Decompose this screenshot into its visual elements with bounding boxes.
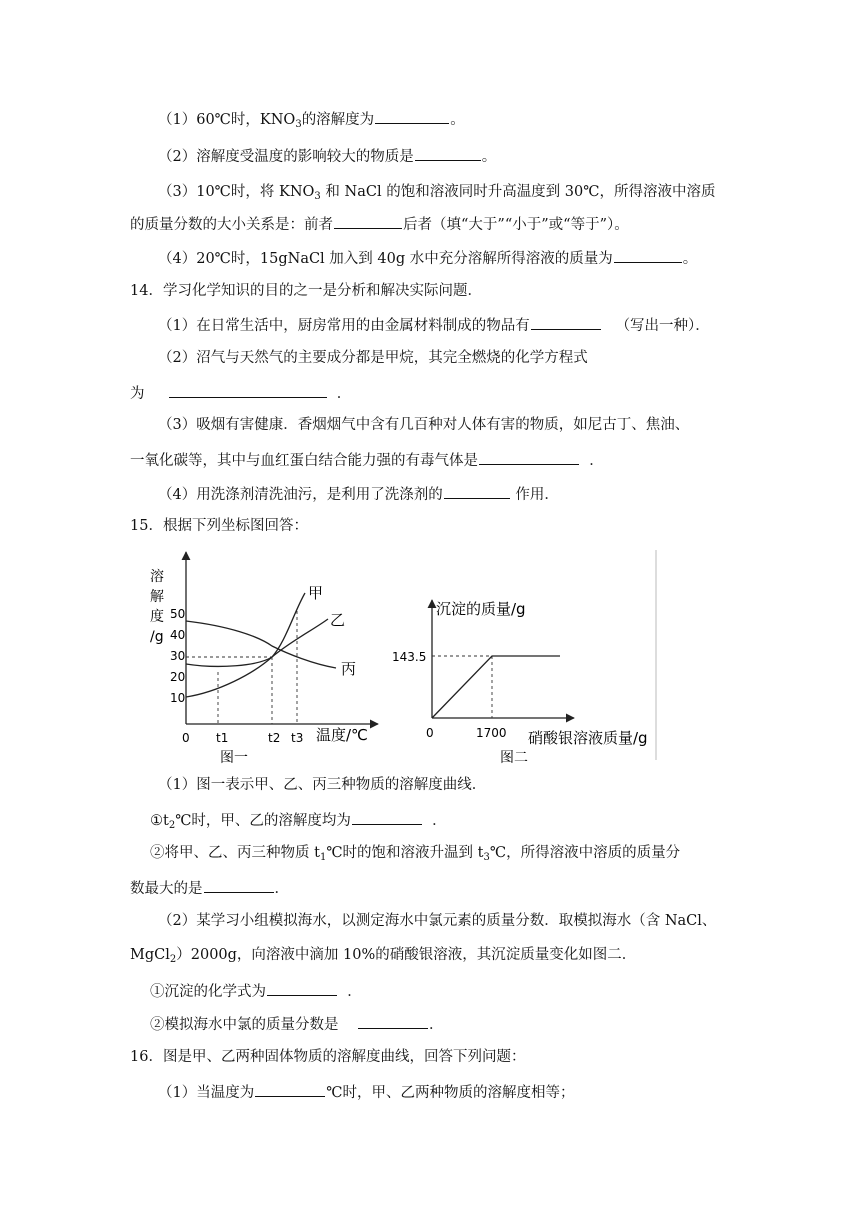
fig2-origin: 0	[426, 726, 434, 740]
fig1-origin: 0	[182, 731, 190, 745]
fig1-ylabel-3: 度	[150, 609, 164, 625]
q15-part2: （2）某学习小组模拟海水，以测定海水中氯元素的质量分数．取模拟海水（含 NaCl、	[158, 913, 717, 929]
q13-part1: （1）60℃时，$KNO_3$的溶解度为 。	[158, 108, 465, 130]
fig2-xvalue: 1700	[476, 726, 507, 740]
fig1-ytick-10: 10	[170, 691, 186, 705]
answer-blank[interactable]	[415, 145, 481, 161]
q14-part1: （1）在日常生活中，厨房常用的由金属材料制成的物品有 （写出一种）．	[158, 314, 710, 336]
answer-blank[interactable]	[444, 483, 510, 499]
fig1-xtick-t1: t1	[216, 731, 229, 745]
q14-part3-cont: 一氧化碳等，其中与血红蛋白结合能力强的有毒气体是 ．	[130, 449, 604, 471]
fig1-xtick-t3: t3	[291, 731, 304, 745]
answer-blank[interactable]	[531, 314, 601, 330]
q14-part4: （4）用洗涤剂清洗油污，是利用了洗涤剂的 作用．	[158, 483, 559, 505]
q15-title: 15．根据下列坐标图回答：	[130, 518, 308, 534]
series-label-bing: 丙	[341, 660, 357, 678]
q15-part1-b-cont: 数最大的是 ．	[130, 877, 289, 899]
answer-blank[interactable]	[334, 213, 402, 229]
fig1-caption: 图一	[220, 750, 248, 766]
figure-1	[150, 552, 378, 766]
fig1-xlabel: 温度/℃	[316, 726, 368, 744]
curve-jia	[186, 593, 305, 666]
series-label-yi: 乙	[330, 611, 346, 629]
q15-part1: （1）图一表示甲、乙、丙三种物质的溶解度曲线．	[158, 777, 487, 793]
q13-part4: （4）20℃时，15gNaCl 加入到 40g 水中充分溶解所得溶液的质量为 。	[158, 247, 697, 269]
fig1-ylabel-1: 溶	[150, 569, 164, 585]
fig1-xtick-t2: t2	[268, 731, 281, 745]
fig1-ytick-50: 50	[170, 607, 186, 621]
answer-blank[interactable]	[375, 108, 449, 124]
q15-part1-a: $①t_2℃$时，甲、乙的溶解度均为 ．	[150, 809, 447, 831]
fig1-ytick-30: 30	[170, 649, 186, 663]
answer-blank[interactable]	[204, 877, 274, 893]
fig1-ytick-20: 20	[170, 670, 186, 684]
q13-part3: （3）10℃时，将 $KNO_3$ 和 NaCl 的饱和溶液同时升高温度到 30℃，所得溶液中溶质	[158, 184, 716, 202]
answer-blank[interactable]	[479, 449, 579, 465]
q14-part2: （2）沼气与天然气的主要成分都是甲烷，其完全燃烧的化学方程式	[158, 350, 588, 366]
q15-part2-b: ②模拟海水中氯的质量分数是 ．	[150, 1013, 443, 1035]
q15-part2-a: ①沉淀的化学式为 ．	[150, 980, 362, 1002]
figure-2	[392, 600, 648, 766]
answer-blank[interactable]	[255, 1081, 325, 1097]
answer-blank[interactable]	[267, 980, 337, 996]
answer-blank[interactable]	[352, 809, 422, 825]
answer-blank[interactable]	[614, 247, 682, 263]
answer-blank[interactable]	[169, 382, 327, 398]
curve-yi	[186, 619, 328, 697]
fig2-ylabel: 沉淀的质量/g	[436, 600, 526, 618]
q13-part2: （2）溶解度受温度的影响较大的物质是 。	[158, 145, 496, 167]
fig2-xlabel: 硝酸银溶液质量/g	[528, 729, 648, 747]
q13-part3-cont: 的质量分数的大小关系是：前者 后者（填“大于”“小于”或“等于”）。	[130, 213, 629, 235]
fig2-yvalue: 143.5	[392, 650, 427, 664]
q15-figures	[148, 546, 660, 768]
fig1-ytick-40: 40	[170, 628, 186, 642]
series-label-jia: 甲	[308, 584, 324, 602]
q15-part2-cont: MgCl$_2$）2000g，向溶液中滴加 10%的硝酸银溶液，其沉淀质量变化如图二．	[130, 947, 637, 965]
q14-part2-cont: 为 ．	[130, 382, 351, 404]
q14-part3: （3）吸烟有害健康．香烟烟气中含有几百种对人体有害的物质，如尼古丁、焦油、	[158, 417, 690, 433]
q16-part1: （1）当温度为 ℃时，甲、乙两种物质的溶解度相等；	[158, 1081, 574, 1103]
q14-title: 14．学习化学知识的目的之一是分析和解决实际问题．	[130, 283, 482, 299]
fig2-curve	[432, 656, 560, 718]
figures-svg	[148, 546, 660, 768]
q16-title: 16．图是甲、乙两种固体物质的溶解度曲线，回答下列问题：	[130, 1049, 526, 1065]
q15-part1-b: ②将甲、乙、丙三种物质 $t_1℃$时的饱和溶液升温到 $t_3℃$，所得溶液中溶质的质量分	[150, 845, 681, 863]
fig1-ylabel-2: 解	[150, 589, 164, 605]
fig1-ylabel-4: /g	[150, 629, 164, 645]
answer-blank[interactable]	[358, 1013, 428, 1029]
fig2-caption: 图二	[500, 750, 528, 766]
